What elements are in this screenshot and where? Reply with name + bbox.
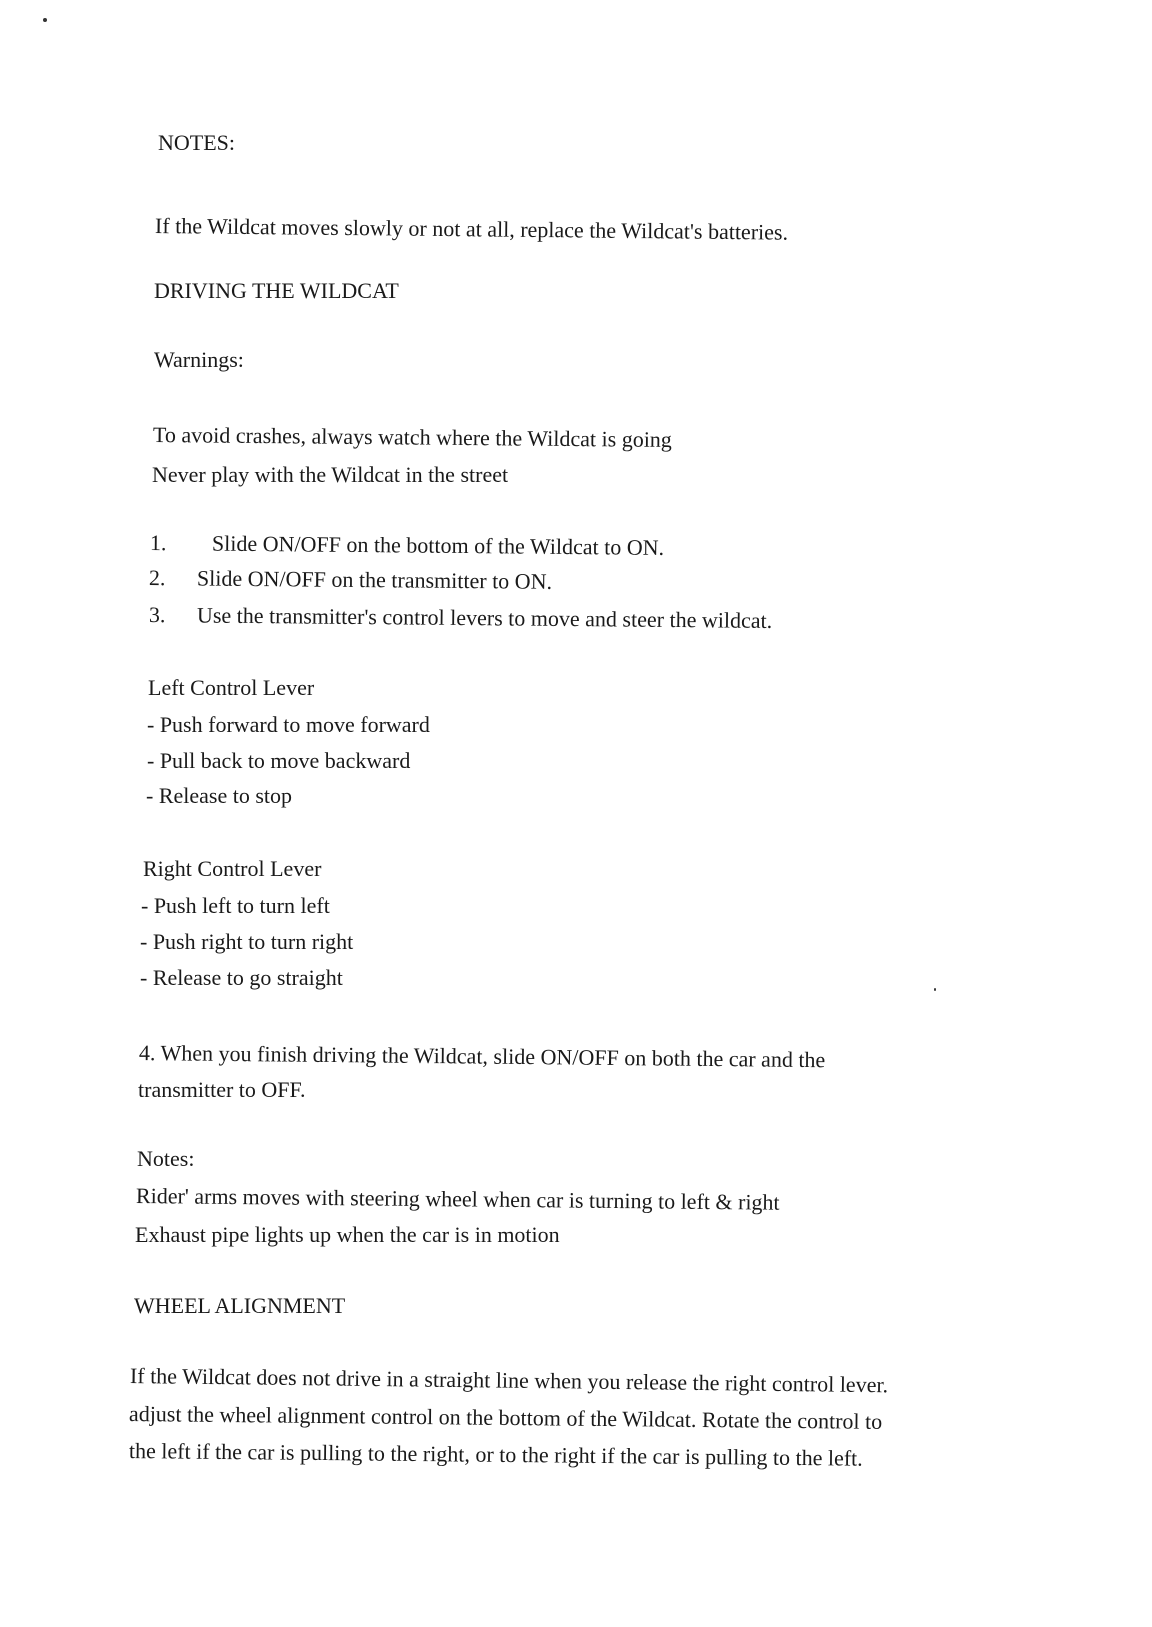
- right-lever-heading: Right Control Lever: [143, 856, 322, 881]
- alignment-line: If the Wildcat does not drive in a straight line when you release the right control lever.: [129, 1363, 889, 1398]
- left-lever-heading: Left Control Lever: [148, 675, 315, 700]
- scan-speck: [43, 18, 47, 22]
- warning-line: To avoid crashes, always watch where the Wildcat is going: [152, 422, 673, 452]
- alignment-line: the left if the car is pulling to the right, or to the right if the car is pulling to the left.: [128, 1438, 863, 1471]
- right-lever-item: - Push left to turn left: [141, 893, 330, 918]
- step-number: 3.: [148, 602, 166, 628]
- left-lever-item: - Release to stop: [146, 783, 293, 808]
- left-lever-item: - Push forward to move forward: [147, 712, 430, 737]
- alignment-line: adjust the wheel alignment control on the bottom of the Wildcat. Rotate the control to: [128, 1401, 883, 1434]
- step-text: Slide ON/OFF on the bottom of the Wildcat to ON.: [211, 530, 665, 560]
- right-lever-item: - Push right to turn right: [140, 929, 354, 954]
- driving-heading: DRIVING THE WILDCAT: [154, 278, 399, 303]
- right-lever-item: - Release to go straight: [140, 965, 343, 990]
- warning-line: Never play with the Wildcat in the street: [152, 462, 509, 487]
- step-item: [149, 565, 552, 595]
- note-line: Exhaust pipe lights up when the car is in motion: [135, 1222, 560, 1247]
- step-number: 1.: [149, 530, 167, 556]
- step-four-line: 4. When you finish driving the Wildcat, slide ON/OFF on both the car and the: [138, 1040, 826, 1073]
- step-text: Use the transmitter's control levers to move and steer the wildcat.: [196, 602, 773, 633]
- step-item: [149, 602, 772, 634]
- step-four-line: transmitter to OFF.: [138, 1077, 306, 1102]
- battery-note: If the Wildcat moves slowly or not at all, replace the Wildcat's batteries.: [154, 213, 789, 245]
- note-line: Rider' arms moves with steering wheel when car is turning to left & right: [135, 1183, 780, 1215]
- left-lever-item: - Pull back to move backward: [147, 748, 411, 773]
- step-number: 2.: [148, 565, 166, 591]
- alignment-heading: WHEEL ALIGNMENT: [134, 1293, 346, 1318]
- notes-heading-secondary: Notes:: [137, 1146, 195, 1171]
- step-text: Slide ON/OFF on the transmitter to ON.: [196, 565, 553, 594]
- step-item: [150, 530, 664, 561]
- scan-speck: [934, 988, 936, 991]
- warnings-heading: Warnings:: [154, 347, 244, 372]
- notes-heading: NOTES:: [158, 130, 235, 155]
